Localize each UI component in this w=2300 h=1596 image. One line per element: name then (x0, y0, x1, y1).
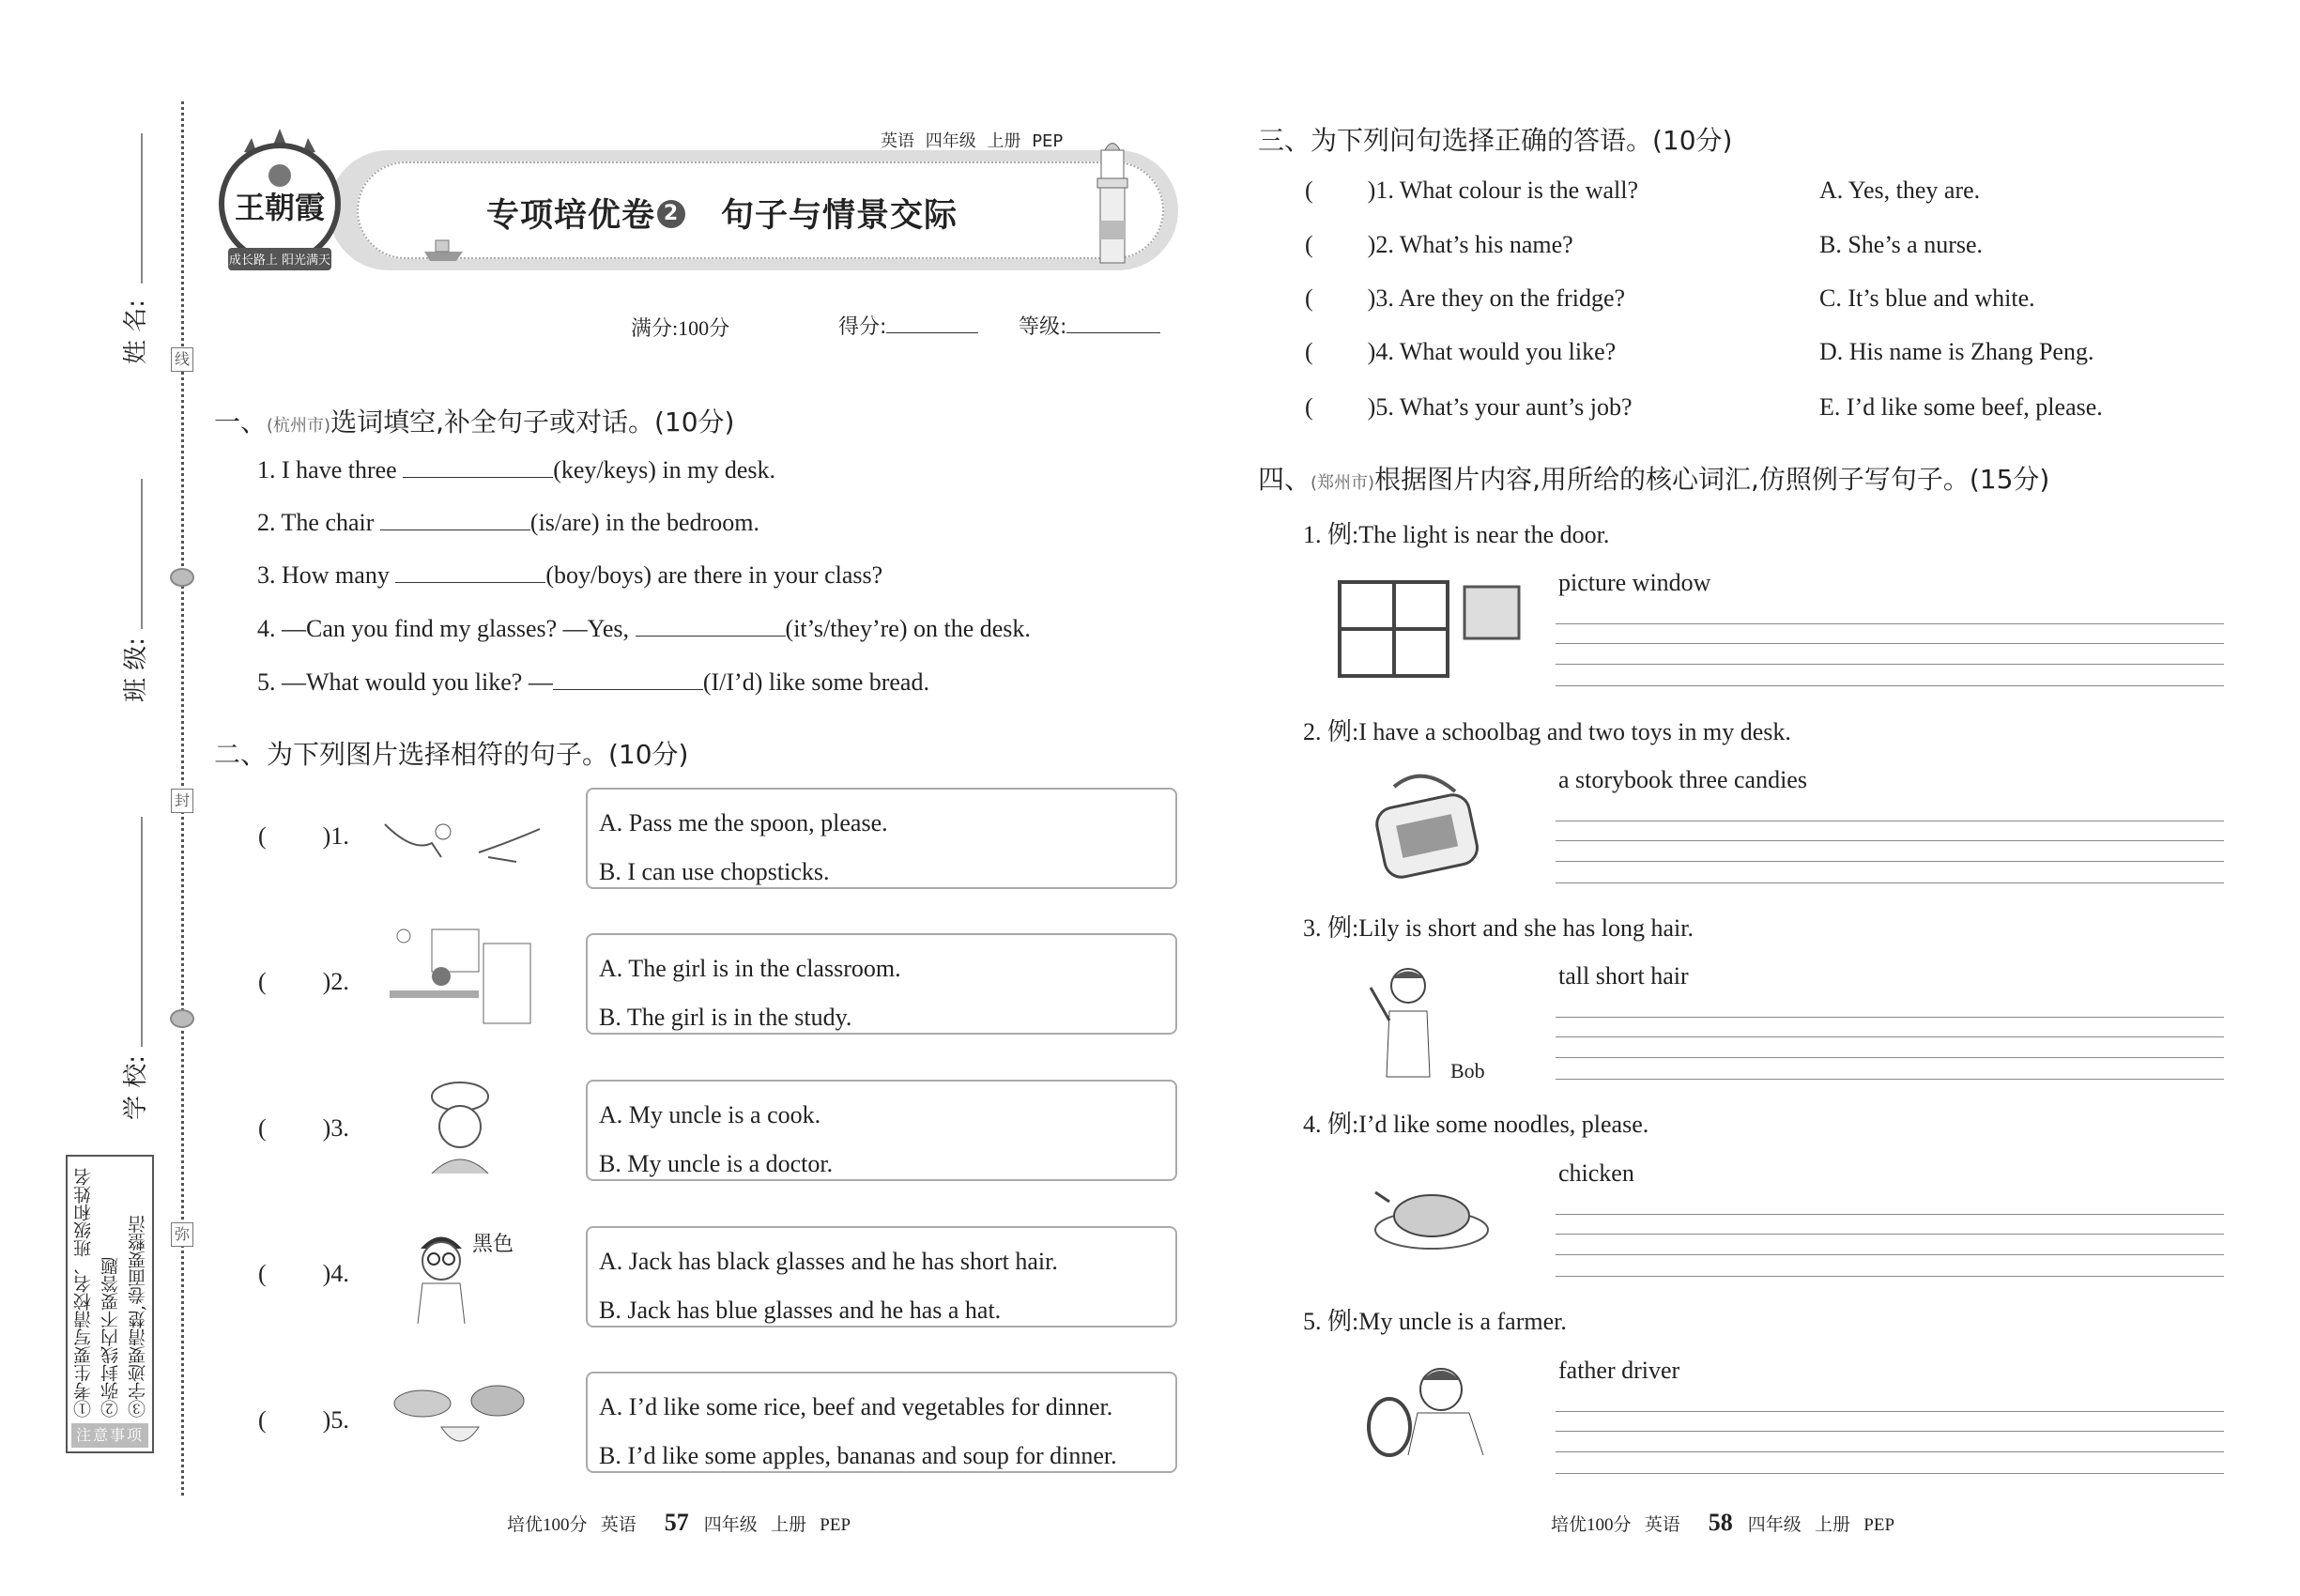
item-number: )2. (322, 968, 349, 995)
answer-blank[interactable] (553, 669, 703, 690)
section4-region: (郑州市) (1311, 473, 1375, 493)
name-line[interactable] (141, 133, 143, 284)
lighthouse-icon (1084, 131, 1141, 268)
meta-grade: 四年级 (925, 131, 976, 151)
writing-line[interactable] (1556, 1276, 2224, 1277)
seal-char-xian: 线 (171, 347, 193, 372)
guide-line (1556, 1254, 2224, 1255)
notes-box (66, 1155, 154, 1453)
fill-item-3 (257, 561, 882, 590)
svg-text:王朝霞: 王朝霞 (234, 190, 326, 225)
grade-field[interactable] (1019, 311, 1160, 340)
section1-heading (214, 402, 734, 439)
section4-num: 四、 (1258, 464, 1311, 495)
answer-blank[interactable] (403, 457, 553, 478)
item-number: )4. (322, 1260, 349, 1287)
bob-label: Bob (1450, 1059, 1485, 1082)
item-text: 1. I have three (257, 456, 404, 483)
writing-line[interactable] (1556, 1079, 2224, 1080)
guide-line (1556, 840, 2224, 841)
answer-blank[interactable] (395, 562, 545, 583)
writing-line[interactable] (1556, 1473, 2224, 1474)
seal-char-mi: 弥 (171, 1222, 193, 1247)
notes-tag: 注意事项 (71, 1423, 148, 1448)
options-box-3 (586, 1080, 1177, 1181)
option-a[interactable]: A. My uncle is a cook. (599, 1101, 821, 1128)
guide-line (1556, 1036, 2224, 1037)
example-1: 1. 例:The light is near the door. (1303, 521, 1610, 548)
item-text: 3. How many (257, 561, 396, 589)
writing-line[interactable] (1556, 623, 2224, 624)
choice-row-1[interactable]: ( )1. (258, 822, 349, 850)
footer-text: 四年级 上册 PEP (703, 1515, 851, 1535)
keywords-1: picture window (1558, 569, 1711, 596)
keywords-2: a storybook three candies (1558, 766, 1807, 793)
page-number: 58 (1708, 1509, 1733, 1536)
footer-left (507, 1509, 851, 1537)
item-number: )5. (322, 1406, 349, 1434)
page-number: 57 (664, 1509, 689, 1536)
answer-option: C. It’s blue and white. (1819, 284, 2035, 312)
fill-item-1 (257, 456, 775, 484)
grade-label: 等级: (1019, 315, 1067, 339)
title-main: 句子与情景交际 (721, 197, 958, 235)
seal-circle-icon (170, 1009, 194, 1028)
roast-chicken-picture (1371, 1178, 1493, 1253)
choice-row-4[interactable]: ( )4. (258, 1260, 349, 1287)
option-b[interactable]: B. The girl is in the study. (599, 1004, 852, 1031)
jack-glasses-picture (404, 1225, 479, 1328)
choice-row-5[interactable]: ( )5. (258, 1406, 349, 1434)
footer-right (1551, 1509, 1894, 1537)
option-a[interactable]: A. Pass me the spoon, please. (599, 809, 888, 836)
driver-picture (1352, 1357, 1507, 1460)
section3-heading: 三、为下列问句选择正确的答语。(10分) (1258, 125, 1733, 156)
answer-blank[interactable] (380, 510, 530, 530)
option-b[interactable]: B. I’d like some apples, bananas and soup for dinner. (599, 1442, 1117, 1469)
example-5: 5. 例:My uncle is a farmer. (1303, 1308, 1567, 1335)
section1-num: 一、 (214, 407, 268, 437)
guide-line (1556, 1234, 2224, 1235)
section1-region: (杭州市) (267, 416, 331, 436)
example-3: 3. 例:Lily is short and she has long hair. (1303, 914, 1694, 942)
bob-picture (1366, 959, 1450, 1082)
writing-line[interactable] (1556, 882, 2224, 883)
choice-row-3[interactable]: ( )3. (258, 1114, 349, 1142)
header-meta (881, 128, 1063, 152)
section2-heading: 二、为下列图片选择相符的句子。(10分) (214, 739, 689, 770)
meta-edition: PEP (1032, 131, 1064, 151)
brand-logo (214, 124, 345, 279)
school-label: 学 校: (122, 1054, 151, 1121)
fill-item-4 (257, 615, 1031, 643)
fill-item-2 (257, 509, 759, 537)
page-title (486, 190, 958, 237)
guide-line (1556, 643, 2224, 644)
item-number: )3. (322, 1114, 349, 1142)
class-label: 班 级: (122, 637, 151, 703)
question: )5. What’s your aunt’s job? (1367, 393, 1633, 421)
keywords-4: chicken (1558, 1159, 1634, 1187)
hands-spoon-picture (376, 806, 544, 871)
option-b[interactable]: B. My uncle is a doctor. (599, 1150, 834, 1177)
black-label: 黑色 (472, 1232, 514, 1255)
options-box-1 (586, 788, 1177, 889)
question: )1. What colour is the wall? (1367, 176, 1638, 204)
footer-text: 培优100分 英语 (507, 1515, 636, 1535)
score-label: 得分: (838, 315, 887, 339)
seal-char-feng: 封 (171, 789, 193, 813)
question: )2. What’s his name? (1367, 231, 1573, 258)
ship-icon (422, 235, 465, 263)
keywords-3: tall short hair (1558, 962, 1689, 990)
guide-line (1556, 664, 2224, 665)
match-row-3[interactable]: ( )3. Are they on the fridge? (1305, 284, 1626, 312)
writing-line[interactable] (1556, 1411, 2224, 1412)
note-2: ②弥封线内不要答题 (100, 1257, 121, 1418)
guide-line (1556, 861, 2224, 862)
guide-line (1556, 1451, 2224, 1452)
option-b[interactable]: B. I can use chopsticks. (599, 858, 830, 885)
footer-text: 四年级 上册 PEP (1747, 1515, 1895, 1535)
example-2: 2. 例:I have a schoolbag and two toys in my desk. (1303, 718, 1791, 745)
item-text: 5. —What would you like? — (257, 668, 553, 696)
full-score: 满分:100分 (631, 316, 730, 340)
choice-row-2[interactable]: ( )2. (258, 968, 349, 995)
match-row-5[interactable]: ( )5. What’s your aunt’s job? (1305, 393, 1633, 421)
section4-heading (1258, 459, 2049, 497)
question: )4. What would you like? (1367, 338, 1617, 365)
option-a[interactable]: A. I’d like some rice, beef and vegetables for dinner. (599, 1393, 1113, 1420)
score-field[interactable] (838, 311, 978, 340)
footer-text: 培优100分 英语 (1551, 1515, 1680, 1535)
guide-line (1556, 1431, 2224, 1432)
option-a[interactable]: A. The girl is in the classroom. (599, 955, 901, 982)
options-box-5 (586, 1372, 1177, 1473)
item-text: (it’s/they’re) on the desk. (785, 615, 1031, 642)
item-text: (boy/boys) are there in your class? (545, 561, 883, 589)
section4-title: 根据图片内容,用所给的核心词汇,仿照例子写句子。(15分) (1374, 464, 2050, 495)
example-4: 4. 例:I’d like some noodles, please. (1303, 1111, 1649, 1138)
option-a[interactable]: A. Jack has black glasses and he has short hair. (599, 1248, 1058, 1275)
guide-line (1556, 1057, 2224, 1058)
meta-subject: 英语 (881, 131, 914, 151)
answer-option: A. Yes, they are. (1819, 176, 1981, 204)
item-text: (I/I’d) like some bread. (702, 668, 929, 696)
cook-picture (418, 1080, 502, 1178)
writing-line[interactable] (1556, 1214, 2224, 1215)
window-picture-frame (1338, 577, 1526, 681)
match-row-2[interactable]: ( )2. What’s his name? (1305, 231, 1573, 258)
item-text: 2. The chair (257, 509, 380, 536)
keywords-5: father driver (1558, 1357, 1680, 1384)
answer-option: B. She’s a nurse. (1819, 231, 1984, 258)
food-picture (390, 1380, 530, 1455)
options-box-2 (586, 933, 1177, 1035)
schoolbag-picture (1366, 768, 1488, 885)
svg-text:成长路上 阳光满天: 成长路上 阳光满天 (228, 253, 331, 268)
answer-option: D. His name is Zhang Peng. (1819, 338, 2094, 365)
writing-line[interactable] (1556, 1017, 2224, 1018)
options-box-4 (586, 1226, 1177, 1327)
match-row-1[interactable]: ( )1. What colour is the wall? (1305, 176, 1638, 204)
option-b[interactable]: B. Jack has blue glasses and he has a hat. (599, 1297, 1002, 1324)
class-line[interactable] (141, 479, 143, 629)
item-number: )1. (322, 822, 349, 850)
fill-item-5 (257, 668, 929, 697)
question: )3. Are they on the fridge? (1367, 284, 1626, 312)
name-label: 姓 名: (122, 299, 151, 365)
seal-circle-icon (170, 568, 194, 587)
school-line[interactable] (141, 817, 143, 1047)
item-text: (is/are) in the bedroom. (529, 509, 759, 536)
item-text: (key/keys) in my desk. (553, 456, 776, 483)
writing-line[interactable] (1556, 685, 2224, 686)
title-number: 2 (657, 200, 685, 228)
note-1: ①考生要写清校名、班级和姓名 (73, 1168, 94, 1418)
note-3: ③字迹要清楚,卷面要整洁 (128, 1215, 148, 1418)
meta-volume: 上册 (987, 131, 1021, 151)
answer-blank[interactable] (636, 616, 786, 637)
girl-in-room-picture (385, 925, 535, 1033)
match-row-4[interactable]: ( )4. What would you like? (1305, 338, 1617, 365)
answer-option: E. I’d like some beef, please. (1819, 393, 2103, 421)
title-prefix: 专项培优卷 (486, 197, 656, 235)
item-text: 4. —Can you find my glasses? —Yes, (257, 615, 636, 642)
section1-title: 选词填空,补全句子或对话。(10分) (330, 407, 735, 437)
